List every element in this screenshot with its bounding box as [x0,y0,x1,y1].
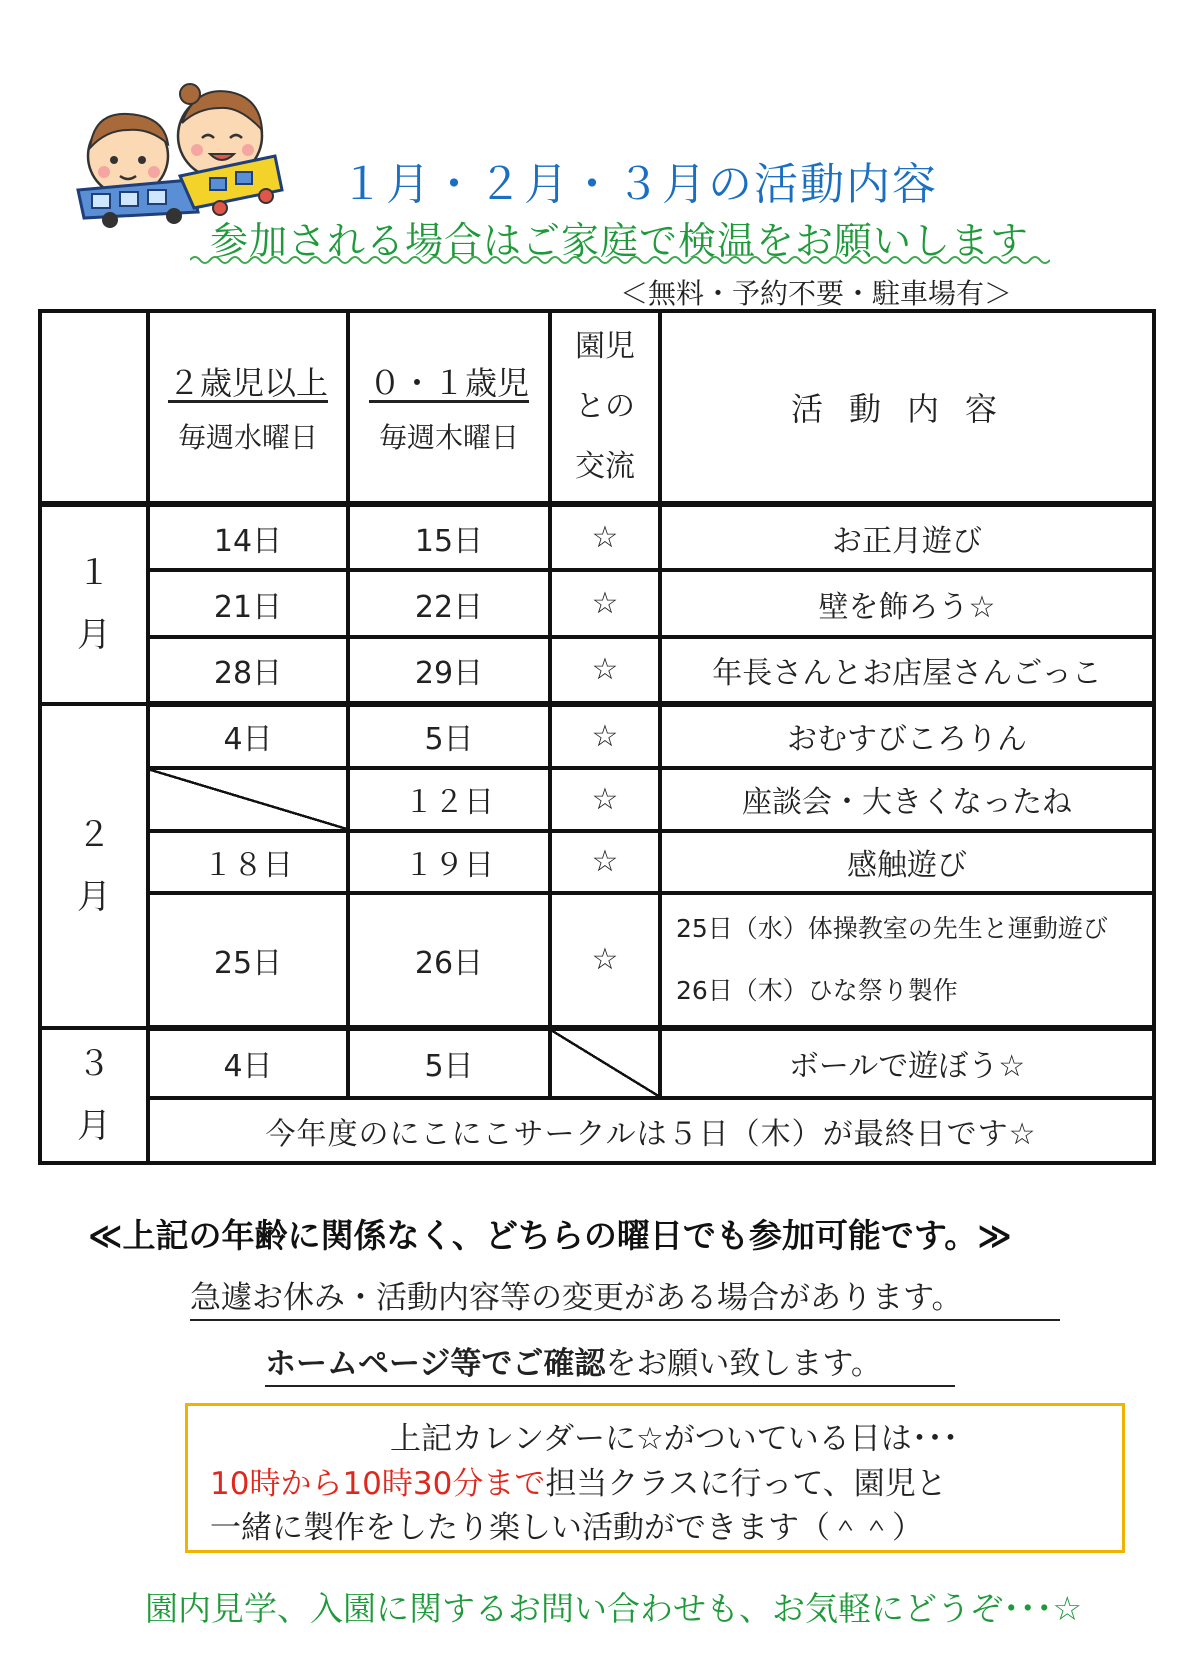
free-note: ＜無料・予約不要・駐車場有＞ [620,277,1013,310]
info-box-line-2-rest: 担当クラスに行って、園児と [545,1466,947,1502]
homepage-note [265,1338,955,1387]
header-blank-cell [40,311,148,504]
activity-cell: お正月遊び [660,504,1154,571]
time-highlight: 10時から10時30分まで [210,1466,546,1502]
month-february [40,704,148,1028]
thu-date: １２日 [348,768,550,830]
thu-date: 22日 [348,570,550,637]
activity-cell: 感触遊び [660,831,1154,893]
final-day-note: 今年度のにこにこサークルは５日（木）が最終日です☆ [148,1098,1154,1163]
kids-header-2: との [575,388,635,424]
activity-cell: 座談会・大きくなったね [660,768,1154,830]
homepage-note-rest: をお願い致します。 [605,1346,882,1382]
header-age2 [148,311,348,504]
table-header-row [40,311,1154,504]
table-row [40,704,1154,769]
activity-cell: ボールで遊ぼう☆ [660,1028,1154,1099]
wed-date-empty [148,768,348,830]
table-row [40,1028,1154,1099]
kids-header-3: 交流 [575,448,635,484]
star-icon: ☆ [550,704,660,769]
activity-line-2: 26日（木）ひな祭り製作 [676,975,958,1005]
wed-date: 4日 [148,704,348,769]
activity-line-1: 25日（水）体操教室の先生と運動遊び [676,913,1108,943]
activity-cell: おむすびころりん [660,704,1154,769]
activity-cell: 年長さんとお店屋さんごっこ [660,637,1154,704]
thu-date: 5日 [348,1028,550,1099]
kids-header-1: 園児 [575,328,635,364]
star-icon: ☆ [550,831,660,893]
thu-date: 15日 [348,504,550,571]
table-row [40,570,1154,637]
wed-date: 14日 [148,504,348,571]
age-note: ≪上記の年齢に関係なく、どちらの曜日でも参加可能です。≫ [88,1216,1012,1255]
table-row [40,504,1154,571]
header-activity [660,311,1154,504]
table-row-final [40,1098,1154,1163]
month-number: ２ [77,814,111,855]
thu-date: 29日 [348,637,550,704]
change-note: 急遽お休み・活動内容等の変更がある場合があります。 [190,1272,1060,1321]
wed-date: 28日 [148,637,348,704]
month-label: 月 [77,1106,111,1147]
info-box-line-2 [210,1458,1110,1503]
star-icon: ☆ [550,570,660,637]
month-label: 月 [77,615,111,656]
activity-header: 活動内容 [790,389,1023,428]
info-box-line-1: 上記カレンダーに☆がついている日は･･･ [390,1421,959,1457]
star-icon: ☆ [550,768,660,830]
age2-day: 毎週水曜日 [177,420,318,454]
wed-date: 25日 [148,893,348,1027]
star-cell-empty [550,1028,660,1099]
wavy-underline [190,253,1050,267]
thu-date: １９日 [348,831,550,893]
month-number: ３ [77,1044,111,1085]
age01-day: 毎週木曜日 [378,420,519,454]
month-january [40,504,148,704]
star-icon: ☆ [550,504,660,571]
age01-title: ０・１歳児 [368,363,529,402]
table-row [40,831,1154,893]
star-icon: ☆ [550,893,660,1027]
wed-date: 4日 [148,1028,348,1099]
month-number: １ [77,553,111,594]
babies-in-bus-illustration [70,78,290,228]
header-age01 [348,311,550,504]
activity-cell [660,893,1154,1027]
activity-cell: 壁を飾ろう☆ [660,570,1154,637]
page-subtitle: 参加される場合はご家庭で検温をお願いします [210,219,1030,263]
table-row [40,893,1154,1027]
month-label: 月 [77,876,111,917]
month-march [40,1028,148,1163]
footer-note: 園内見学、入園に関するお問い合わせも、お気軽にどうぞ･･･☆ [145,1589,1083,1628]
star-icon: ☆ [550,637,660,704]
info-box-line-3: 一緒に製作をしたり楽しい活動ができます（＾＾） [210,1510,923,1546]
homepage-note-bold: ホームページ等でご確認 [265,1346,606,1382]
thu-date: 26日 [348,893,550,1027]
wed-date: 21日 [148,570,348,637]
schedule-table [38,309,1156,1165]
wed-date: １８日 [148,831,348,893]
table-row [40,637,1154,704]
table-row [40,768,1154,830]
thu-date: 5日 [348,704,550,769]
age2-title: ２歳児以上 [167,363,328,402]
page-title: １月・２月・３月の活動内容 [340,159,938,210]
header-kids [550,311,660,504]
